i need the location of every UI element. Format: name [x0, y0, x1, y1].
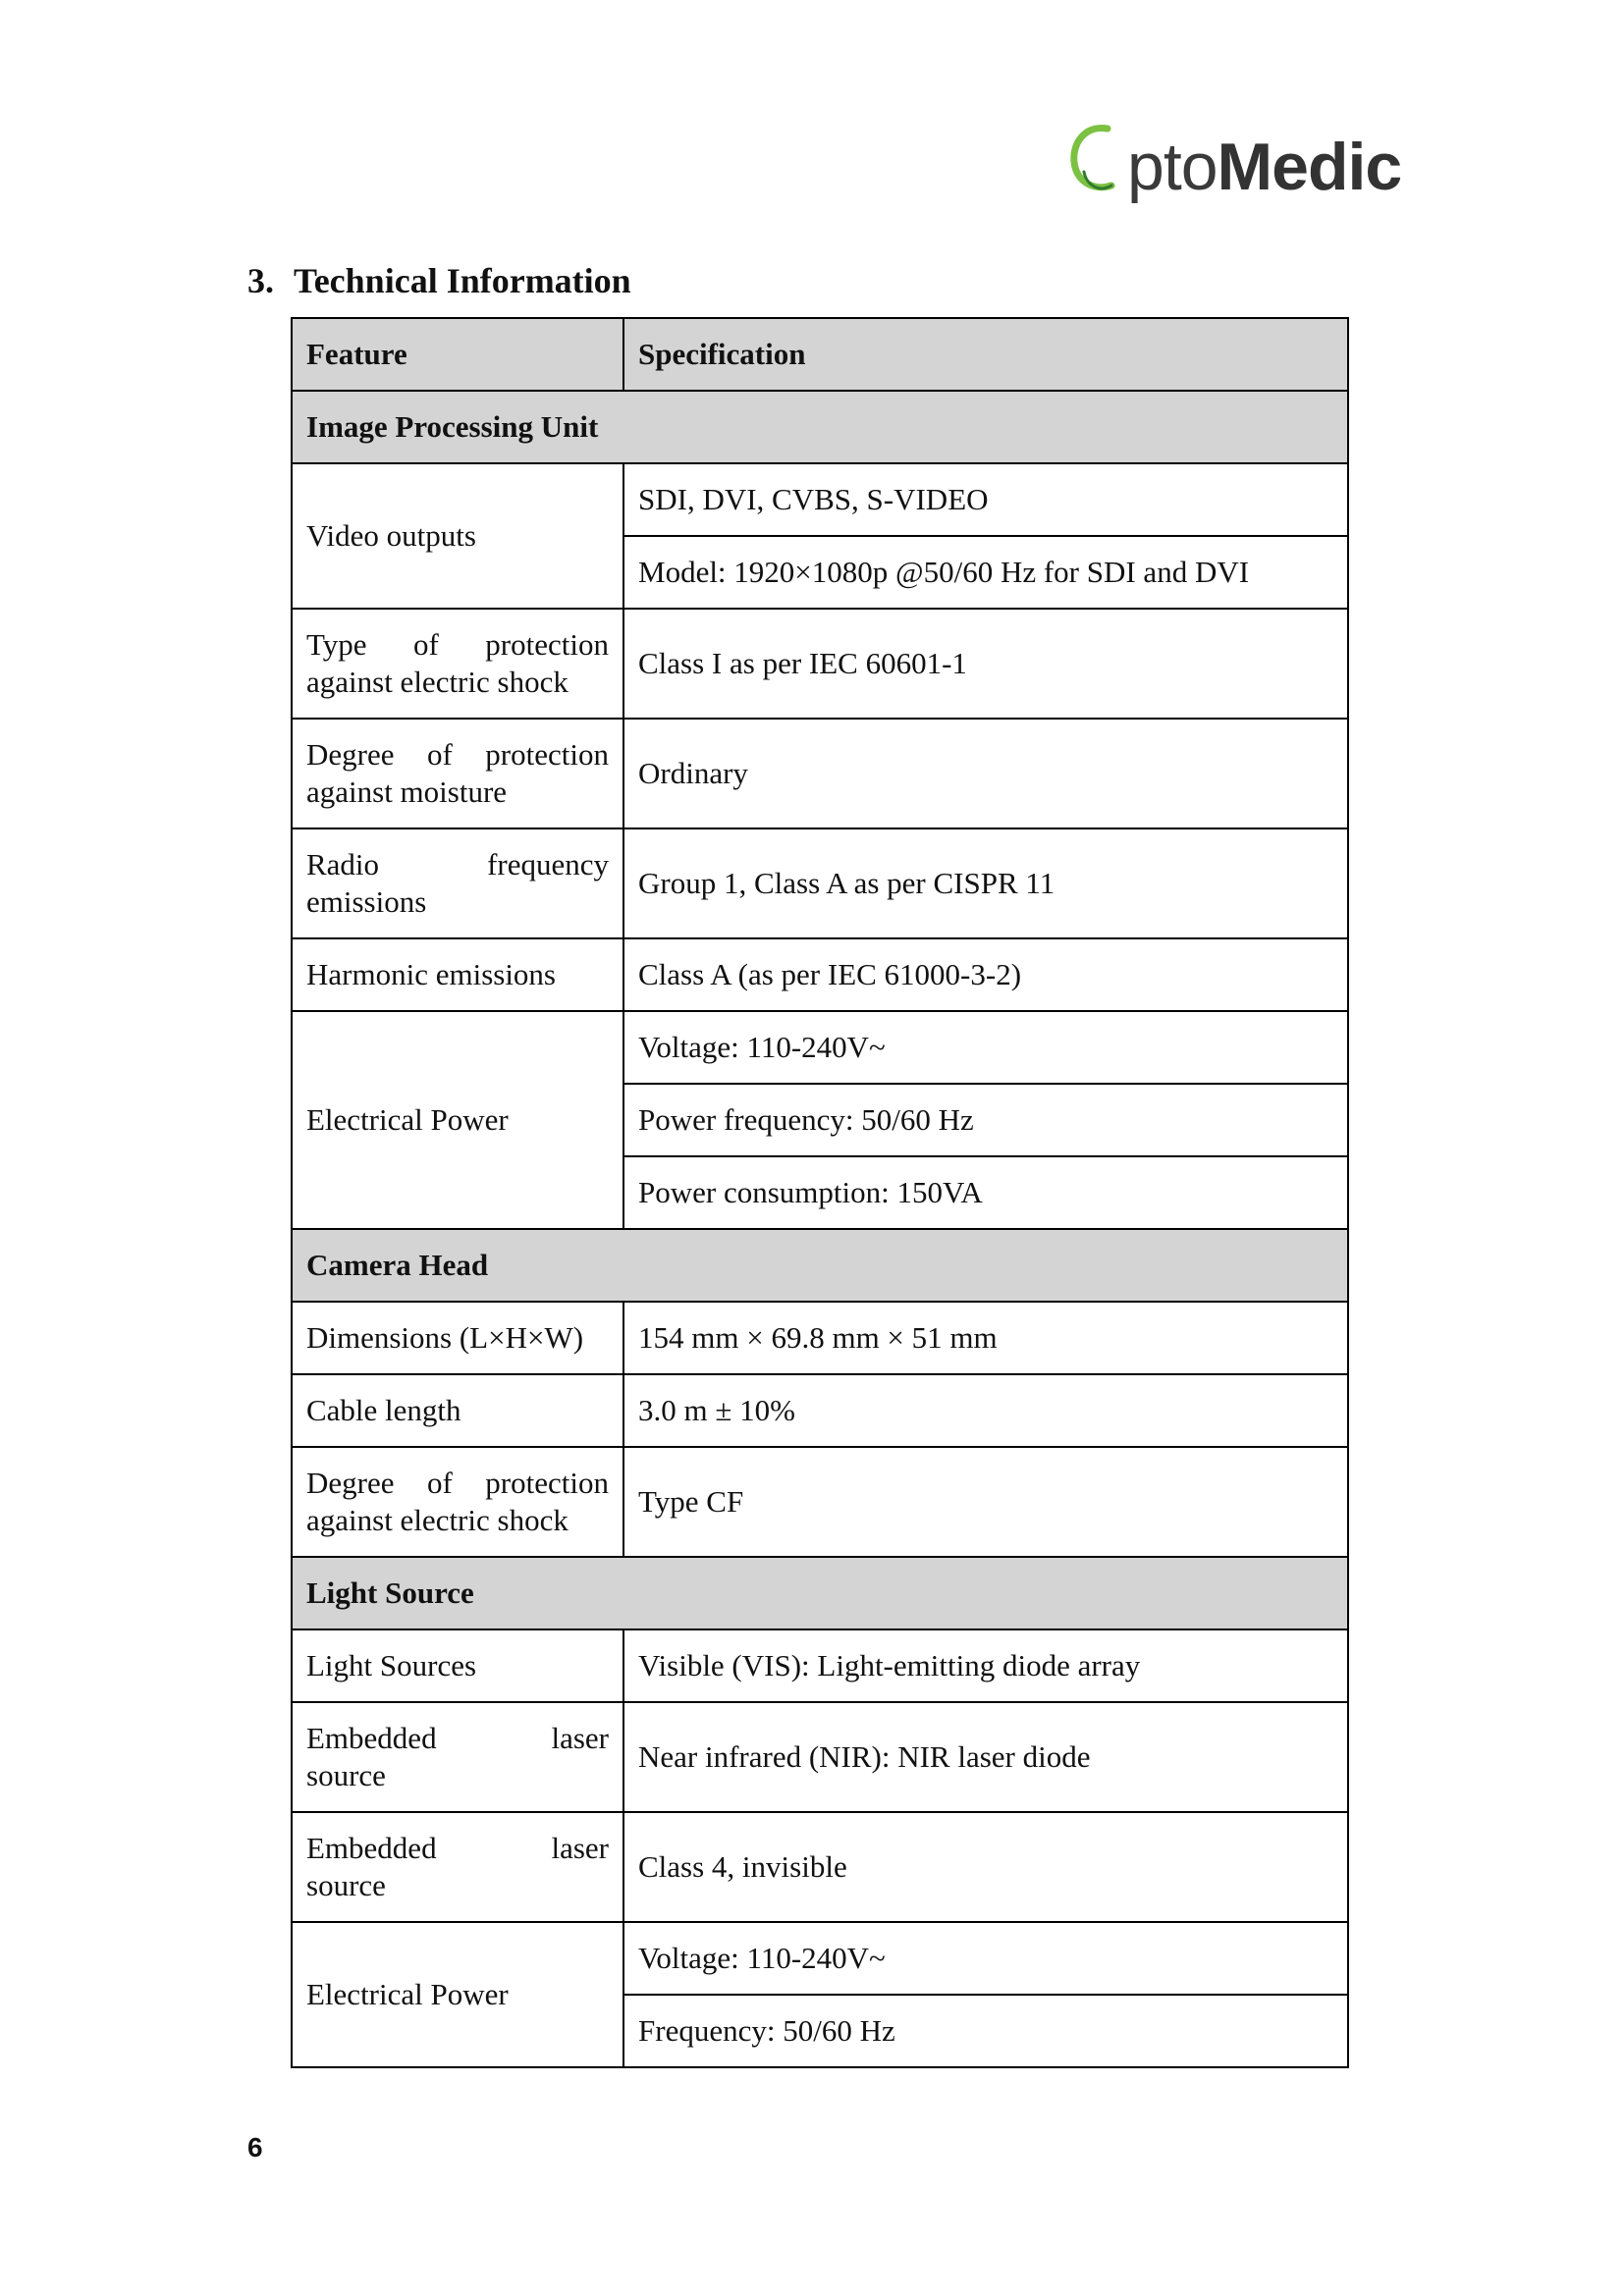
- technical-spec-table: [291, 317, 1349, 2068]
- table-row: [292, 1374, 1348, 1447]
- section-row: [292, 1229, 1348, 1302]
- column-header-specification: Specification: [623, 318, 1348, 391]
- column-header-feature: Feature: [292, 318, 623, 391]
- table-row: [292, 1922, 1348, 1995]
- spec-cell: 3.0 m ± 10%: [623, 1374, 1348, 1447]
- spec-cell: Type CF: [623, 1447, 1348, 1557]
- spec-cell: Group 1, Class A as per CISPR 11: [623, 828, 1348, 938]
- table-row: [292, 463, 1348, 536]
- section-title-camera-head: Camera Head: [292, 1229, 1348, 1302]
- page-number: 6: [247, 2132, 263, 2163]
- section-row: [292, 1557, 1348, 1629]
- feature-line: Degree of protection: [306, 737, 609, 772]
- table-row: [292, 1447, 1348, 1557]
- feature-cell: [292, 1702, 623, 1812]
- feature-cell: Harmonic emissions: [292, 938, 623, 1011]
- spec-cell: SDI, DVI, CVBS, S-VIDEO: [623, 463, 1348, 536]
- spec-cell: Frequency: 50/60 Hz: [623, 1995, 1348, 2067]
- section-title-light-source: Light Source: [292, 1557, 1348, 1629]
- feature-line: against electric shock: [306, 1503, 568, 1537]
- optomedic-logo: [1068, 112, 1402, 204]
- feature-cell: Electrical Power: [292, 1922, 623, 2067]
- feature-line: Type of protection: [306, 627, 609, 662]
- feature-line: Radio frequency: [306, 847, 609, 881]
- feature-cell: [292, 1812, 623, 1922]
- spec-cell: 154 mm × 69.8 mm × 51 mm: [623, 1302, 1348, 1374]
- spec-cell: Ordinary: [623, 719, 1348, 828]
- feature-cell: Dimensions (L×H×W): [292, 1302, 623, 1374]
- section-number: 3.: [247, 261, 274, 300]
- spec-cell: Class I as per IEC 60601-1: [623, 609, 1348, 719]
- spec-cell: Power consumption: 150VA: [623, 1156, 1348, 1229]
- table-row: [292, 1011, 1348, 1084]
- table-row: [292, 1702, 1348, 1812]
- spec-cell: Class A (as per IEC 61000-3-2): [623, 938, 1348, 1011]
- spec-cell: Visible (VIS): Light-emitting diode array: [623, 1629, 1348, 1702]
- spec-cell: Voltage: 110-240V~: [623, 1922, 1348, 1995]
- spec-cell: Near infrared (NIR): NIR laser diode: [623, 1702, 1348, 1812]
- table-row: [292, 828, 1348, 938]
- spec-cell: Voltage: 110-240V~: [623, 1011, 1348, 1084]
- feature-line: emissions: [306, 884, 427, 919]
- logo-text-medic: Medic: [1217, 130, 1402, 204]
- section-row: [292, 391, 1348, 463]
- spec-cell: Model: 1920×1080p @50/60 Hz for SDI and DVI: [623, 536, 1348, 609]
- feature-cell: Video outputs: [292, 463, 623, 609]
- section-title-image-processing-unit: Image Processing Unit: [292, 391, 1348, 463]
- section-heading: [247, 259, 631, 302]
- feature-line: Embedded laser: [306, 1721, 609, 1755]
- feature-line: source: [306, 1758, 386, 1792]
- table-row: [292, 1629, 1348, 1702]
- table-header-row: [292, 318, 1348, 391]
- feature-cell: [292, 609, 623, 719]
- table-row: [292, 1812, 1348, 1922]
- logo-text-pto: pto: [1127, 130, 1218, 204]
- feature-line: against moisture: [306, 774, 508, 809]
- feature-cell: [292, 719, 623, 828]
- feature-line: Degree of protection: [306, 1466, 609, 1500]
- feature-line: against electric shock: [306, 665, 568, 699]
- feature-line: Embedded laser: [306, 1831, 609, 1865]
- feature-cell: Light Sources: [292, 1629, 623, 1702]
- table-row: [292, 609, 1348, 719]
- feature-cell: Cable length: [292, 1374, 623, 1447]
- logo-o-swoosh-icon: [1068, 121, 1129, 199]
- feature-cell: Electrical Power: [292, 1011, 623, 1229]
- feature-cell: [292, 1447, 623, 1557]
- table-row: [292, 1302, 1348, 1374]
- table-row: [292, 938, 1348, 1011]
- spec-cell: Power frequency: 50/60 Hz: [623, 1084, 1348, 1156]
- feature-cell: [292, 828, 623, 938]
- section-title: Technical Information: [294, 261, 631, 300]
- spec-cell: Class 4, invisible: [623, 1812, 1348, 1922]
- feature-line: source: [306, 1868, 386, 1902]
- table-row: [292, 719, 1348, 828]
